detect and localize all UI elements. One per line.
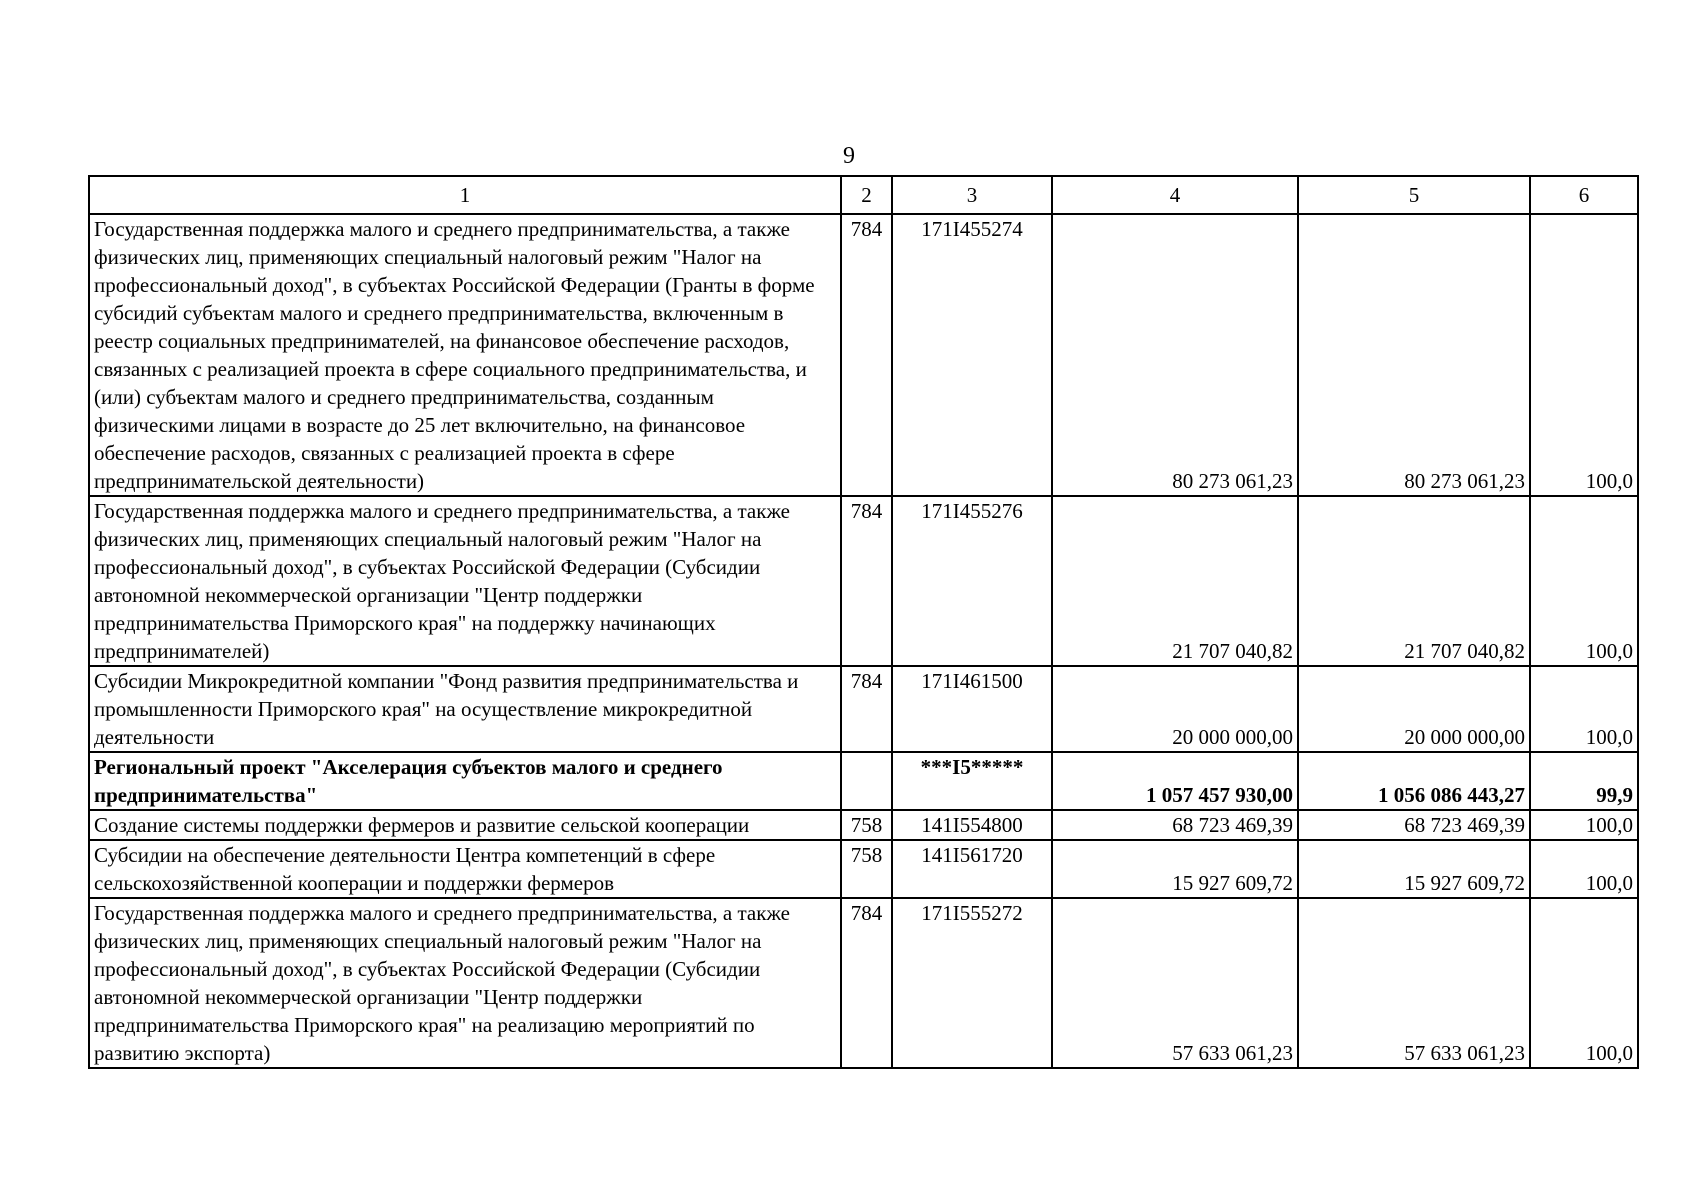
row-fact: 57 633 061,23 [1298,898,1530,1068]
row-name: Субсидии на обеспечение деятельности Центра компетенций в сфере сельскохозяйственной кооперации и поддержки фермеров [89,840,841,898]
header-col-1: 1 [89,176,841,214]
row-fact: 21 707 040,82 [1298,496,1530,666]
row-kbk: 141I554800 [892,810,1052,840]
row-fact: 68 723 469,39 [1298,810,1530,840]
row-code: 758 [841,840,892,898]
row-name: Государственная поддержка малого и среднего предпринимательства, а также физических лиц, применяющих специальный налоговый режим "Налог на профессиональный доход", в субъектах Российской Федерации (Субсидии автономной некоммерческой организации "Центр поддержки предпринимательства Приморского края" на реализацию мероприятий по развитию экспорта) [89,898,841,1068]
row-percent: 99,9 [1530,752,1638,810]
row-plan: 80 273 061,23 [1052,214,1298,496]
budget-table [88,175,1639,1069]
row-name: Государственная поддержка малого и среднего предпринимательства, а также физических лиц, применяющих специальный налоговый режим "Налог на профессиональный доход", в субъектах Российской Федерации (Субсидии автономной некоммерческой организации "Центр поддержки предпринимательства Приморского края" на поддержку начинающих предпринимателей) [89,496,841,666]
row-fact: 15 927 609,72 [1298,840,1530,898]
row-code: 784 [841,496,892,666]
page-number: 9 [843,143,855,169]
row-percent: 100,0 [1530,898,1638,1068]
row-code [841,752,892,810]
table-row [89,496,1638,666]
row-plan: 57 633 061,23 [1052,898,1298,1068]
row-percent: 100,0 [1530,496,1638,666]
table-row [89,214,1638,496]
row-code: 784 [841,214,892,496]
row-plan: 68 723 469,39 [1052,810,1298,840]
row-percent: 100,0 [1530,666,1638,752]
table-row [89,810,1638,840]
row-percent: 100,0 [1530,214,1638,496]
row-fact: 20 000 000,00 [1298,666,1530,752]
header-row [89,176,1638,214]
row-name: Создание системы поддержки фермеров и развитие сельской кооперации [89,810,841,840]
row-plan: 1 057 457 930,00 [1052,752,1298,810]
header-col-5: 5 [1298,176,1530,214]
row-plan: 20 000 000,00 [1052,666,1298,752]
table-header [89,176,1638,214]
row-name: Региональный проект "Акселерация субъектов малого и среднего предпринимательства" [89,752,841,810]
row-fact: 1 056 086 443,27 [1298,752,1530,810]
table-body [89,214,1638,1068]
table-row [89,898,1638,1068]
row-kbk: 171I455274 [892,214,1052,496]
row-percent: 100,0 [1530,840,1638,898]
header-col-3: 3 [892,176,1052,214]
table-row [89,840,1638,898]
header-col-4: 4 [1052,176,1298,214]
row-code: 758 [841,810,892,840]
row-plan: 15 927 609,72 [1052,840,1298,898]
row-plan: 21 707 040,82 [1052,496,1298,666]
row-name: Государственная поддержка малого и среднего предпринимательства, а также физических лиц, применяющих специальный налоговый режим "Налог на профессиональный доход", в субъектах Российской Федерации (Гранты в форме субсидий субъектам малого и среднего предпринимательства, включенным в реестр социальных предпринимателей, на финансовое обеспечение расходов, связанных с реализацией проекта в сфере социального предпринимательства, и (или) субъектам малого и среднего предпринимательства, созданным физическими лицами в возрасте до 25 лет включительно, на финансовое обеспечение расходов, связанных с реализацией проекта в сфере предпринимательской деятельности) [89,214,841,496]
row-fact: 80 273 061,23 [1298,214,1530,496]
header-col-2: 2 [841,176,892,214]
row-kbk: 171I455276 [892,496,1052,666]
row-kbk: 171I461500 [892,666,1052,752]
row-code: 784 [841,666,892,752]
row-code: 784 [841,898,892,1068]
row-kbk: ***I5***** [892,752,1052,810]
row-kbk: 171I555272 [892,898,1052,1068]
header-col-6: 6 [1530,176,1638,214]
table-row [89,666,1638,752]
row-name: Субсидии Микрокредитной компании "Фонд развития предпринимательства и промышленности Приморского края" на осуществление микрокредитной деятельности [89,666,841,752]
row-percent: 100,0 [1530,810,1638,840]
row-kbk: 141I561720 [892,840,1052,898]
table-row-project-total [89,752,1638,810]
